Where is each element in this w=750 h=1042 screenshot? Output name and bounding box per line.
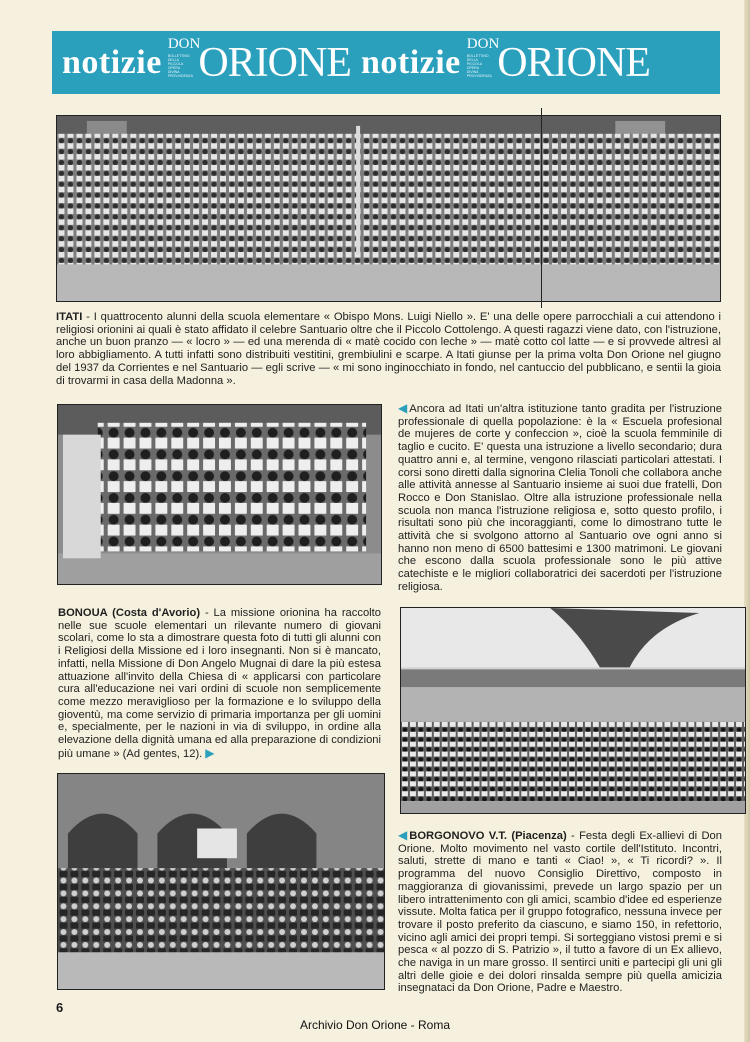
arrow-left-icon-2: ◀ [398, 828, 408, 842]
article-borgonovo-body: - Festa degli Ex-allievi di Don Orione. Molto movimento nel vasto cortile dell'Istituto. Incontri, saluti, strette di mano e tanti « Ciao! », « Ti ricordi? ». Il programma del nuovo Consiglio Direttivo, composto in maggioranza di giovanissimi, prevede un largo spazio per un libero intrattenimento con gli amici, scambio d'idee ed esperienze vissute. Molta fatica per il gruppo fotografico, nessuna invece per trovare il posto preferito da ciascuno, e siamo 150, in refettorio, vicino agli amici dei propri tempi. Si sorteggiano vistosi premi e si pesca « al pozzo di S. Patrizio », il tutto a favore di un Ex allievo, che naviga in un mare grosso. Il sentirci uniti e partecipi gli uni gli altri delle gioie e dei dolori rinsalda sempre più quella amicizia insegnataci da Don Orione, Padre e Maestro. [398, 830, 722, 995]
page-edge [744, 0, 750, 1042]
article-escuela-body: Ancora ad Itati un'altra istituzione tanto gradita per l'istruzione professionale di quella popolazione: è la « Escuela profesional de mujeres de corte y confeccion », cioè la scuola femminile di taglio e cucito. E' questa una istruzione a livello secondario; dura quattro anni e, al termine, vengono rilasciati particolari attestati. I corsi sono diretti dalla signorina Clelia Tonoli che collabora anche alle attività annesse al Santuario insieme ai suoi due fratelli, Don Rocco e Don Stanislao. Oltre alla istruzione professionale nella scuola non manca l'istruzione religiosa e, sotto questo profilo, i risultati sono più che incoraggianti, come lo dimostrano tutte le attività che si svolgono attorno al Santuario ove ogni anno si hanno non meno di 6500 battesimi e 1300 matrimoni. Le giovani che escono dalla scuola professionale sono le più attive catechiste e le migliori collaboratrici dei sacerdoti per l'istruzione religiosa. [398, 403, 722, 593]
masthead-orione-2: ORIONE [497, 39, 650, 86]
masthead-don-word-2: DON [466, 35, 500, 52]
masthead-don-word: DON [167, 35, 201, 52]
arrow-left-icon: ◀ [398, 401, 408, 415]
archive-caption: Archivio Don Orione - Roma [299, 1018, 451, 1032]
article-bonoua-body: - La missione orionina ha raccolto nelle sue scuole elementari un rilevante numero di giovani scolari, come lo sta a dimostrare questa foto di tutti gli alunni con i Religiosi della Missione ed i loro insegnanti. Non si è mancato, infatti, nella Missione di Don Angelo Mugnai di dare la più estesa attuazione all'invito della Chiesa di « applicarsi con particolare cura all'educazione nei vari ordini di scuole non semplicemente come mezzo meraviglioso per la formazione e lo sviluppo della gioventù, ma come servizio di primaria importanza per gli uomini e, specialmente, per le nazioni in via di sviluppo, in ordine alla elevazione della dignità umana ed alla preparazione di condizioni più umane » (Ad gentes, 12). [58, 607, 381, 760]
masthead [52, 31, 720, 94]
article-bonoua [58, 607, 381, 760]
article-escuela [398, 402, 722, 594]
masthead-subtitle-2: BOLLETTINO DELLA PICCOLA OPERA DIVINA PROVVIDENZA [466, 53, 492, 79]
masthead-don-2 [467, 37, 500, 78]
arrow-right-icon: ▶ [205, 745, 215, 760]
masthead-orione: ORIONE [198, 39, 351, 86]
masthead-don [168, 37, 201, 78]
masthead-notizie-2: notizie [360, 43, 461, 81]
photo-bonoua-mission [400, 607, 746, 814]
masthead-group-1 [52, 31, 351, 94]
page-number: 6 [56, 1000, 64, 1015]
divider-line [541, 108, 542, 308]
article-borgonovo-head: BORGONOVO V.T. (Piacenza) [409, 830, 567, 842]
photo-borgonovo-exallievi [57, 773, 385, 990]
article-itati-body: - I quattrocento alunni della scuola elementare « Obispo Mons. Luigi Niello ». E' una delle opere parrocchiali a cui attendono i religiosi orionini ai quali è stato affidato il celebre Santuario oltre che il Piccolo Cottolengo. A questi ragazzi viene dato, con l'istruzione, anche un buon pranzo — « locro » — ed una merenda di « matè cocido con leche » — matè cotto col latte — e si provvede altresì al loro abbigliamento. A tutti infatti sono distribuiti vestitini, grembiulini e scarpe. A Itati giunse per la prima volta Don Orione nel giugno del 1937 da Corrientes e nel Santuario — egli scrive — « mi sono inginocchiato in fondo, nel cantuccio del pubblicano, e sentii la gioia di trovarmi in casa della Madonna ». [56, 311, 721, 387]
article-borgonovo [398, 829, 722, 995]
masthead-subtitle: BOLLETTINO DELLA PICCOLA OPERA DIVINA PROVVIDENZA [167, 53, 193, 79]
article-itati-head: ITATI [56, 311, 83, 323]
photo-itati-schoolchildren [56, 115, 721, 302]
photo-escuela-group [57, 404, 382, 585]
article-bonoua-head: BONOUA (Costa d'Avorio) [58, 607, 201, 619]
article-itati [56, 311, 721, 387]
masthead-notizie: notizie [62, 43, 162, 81]
masthead-group-2 [351, 31, 650, 94]
